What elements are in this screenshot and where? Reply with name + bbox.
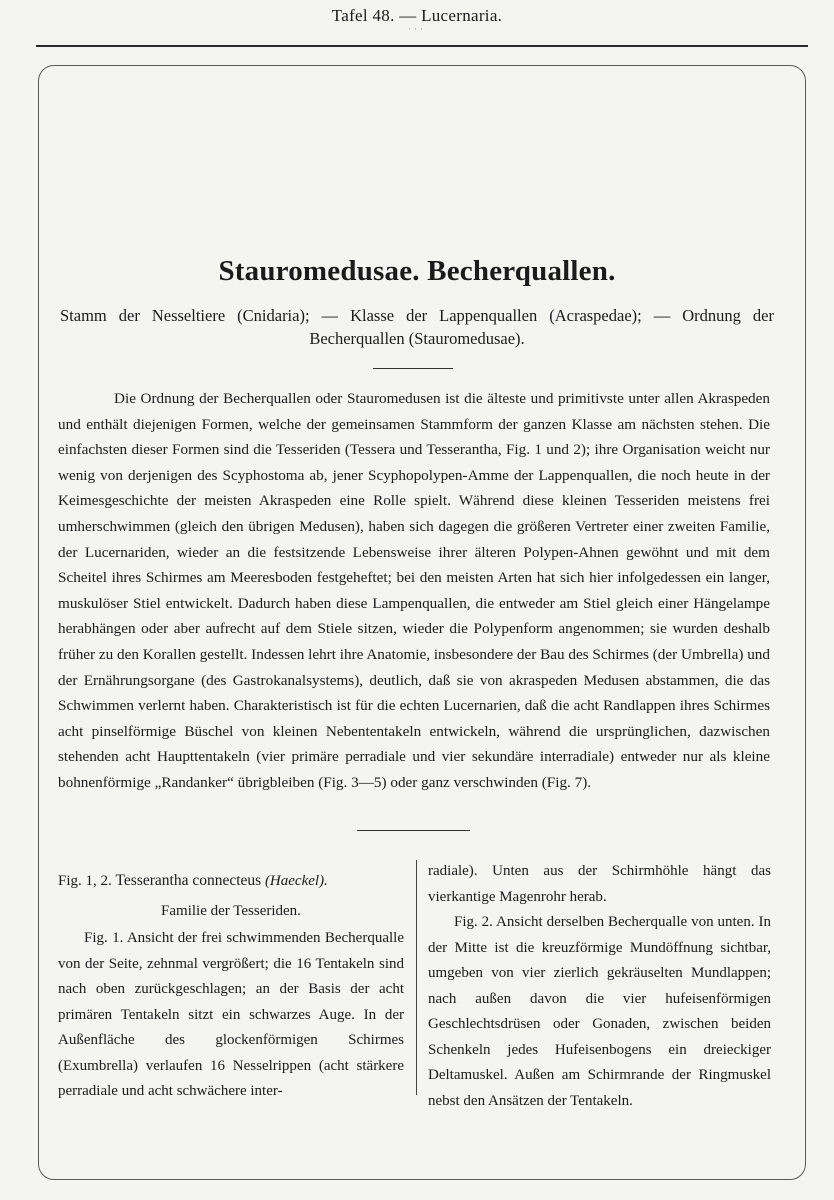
intro-text (58, 386, 770, 796)
taxonomy-subtitle: Stamm der Nesseltiere (Cnidaria); — Klasse der Lappenquallen (Acraspedae); — Ordnung der Becherquallen (Stauromedusae). (60, 306, 774, 348)
species-author: (Haeckel). (264, 873, 328, 889)
page-title: Stauromedusae. Becherquallen. (218, 255, 616, 287)
figure-heading (58, 868, 404, 895)
section-divider-bottom (357, 830, 470, 831)
section-divider-top (373, 368, 453, 369)
header-separator: — (399, 6, 417, 25)
fig1-continuation: radiale). Unten aus der Schirmhöhle hängt das vierkantige Magenrohr herab. (428, 863, 771, 905)
species-name: Tesserantha connecteus (115, 872, 262, 889)
fig2-description: Fig. 2. Ansicht derselben Becherqualle von unten. In der Mitte ist die kreuzförmige Mundöffnung sichtbar, umgeben von vier zierlich gekräuselten Mundlappen; nach außen davon die vier hufeisenförmigen Geschlechtsdrüsen oder Gonaden, zwischen beiden Schenkeln jedes Hufeisenbogens ein dreieckiger Deltamuskel. Außen am Schirmrande der Ringmuskel nebst den Ansätzen der Tentakeln. (428, 914, 771, 1109)
header-ornament: ··· (408, 24, 426, 34)
right-column (428, 859, 771, 1114)
fig1-description: Fig. 1. Ansicht der frei schwimmenden Becherqualle von der Seite, zehnmal vergrößert; die 16 Tentakeln sind nach oben zurückgeschlagen; an der Basis der acht primären Tentakeln sitzt ein schwarzes Auge. In der Außenfläche des glockenförmigen Schirmes (Exumbrella) verlaufen 16 Nesselrippen (acht stärkere perradiale und acht schwächere inter- (58, 930, 404, 1099)
plate-number: Tafel 48. (331, 6, 395, 25)
family-name: Familie der Tesseriden. (161, 902, 301, 919)
plate-subject: Lucernaria. (421, 6, 503, 25)
left-column (58, 868, 404, 1105)
column-divider (416, 860, 417, 1095)
page-header (0, 6, 834, 34)
intro-paragraph: Die Ordnung der Becherquallen oder Stauromedusen ist die älteste und primitivste unter allen Akraspeden und enthält diejenigen Formen, welche der gemeinsamen Stammform der ganzen Klasse am nächsten stehen. Die einfachsten dieser Formen sind die Tesseriden (Tessera und Tesserantha, Fig. 1 und 2); ihre Organisation weicht nur wenig von derjenigen des Scyphostoma ab, jener Scyphopolypen-Amme der Lappenquallen, die noch heute in der Keimesgeschichte der meisten Akraspeden eine Rolle spielt. Während diese kleinen Tesseriden meistens frei umherschwimmen (gleich den übrigen Medusen), haben sich dagegen die größeren Vertreter einer zweiten Familie, der Lucernariden, wieder an die festsitzende Lebensweise ihrer älteren Polypen-Ahnen gewöhnt und mit dem Scheitel ihres Schirmes am Meeresboden festgeheftet; bei den meisten Arten hat sich hier infolgedessen ein langer, muskulöser Stiel entwickelt. Dadurch haben diese Lampenquallen, die entweder am Stiel gleich einer Hängelampe herabhängen oder aber aufrecht auf dem Stiele sitzen, wieder die Polypenform angenommen; sie wurden deshalb früher zu den Korallen gestellt. Indessen lehrt ihre Anatomie, insbesondere der Bau des Schirmes (der Umbrella) und der Ernährungsorgane (des Gastrokanalsystems), deutlich, daß sie von akraspeden Medusen abstammen, die das Schwimmen verlernt haben. Charakteristisch ist für die echten Lucernarien, daß die acht Randlappen ihres Schirmes acht pinselförmige Büschel von kleinen Nebententakeln entwickeln, während die ursprünglichen, dazwischen stehenden acht Haupttentakeln (vier primäre perradiale und vier sekundäre interradiale) entweder nur als kleine bohnenförmige „Randanker“ übrigbleiben (Fig. 3—5) oder ganz verschwinden (Fig. 7). (58, 390, 770, 791)
figure-number: Fig. 1, 2. (58, 873, 112, 889)
header-rule (36, 45, 808, 47)
